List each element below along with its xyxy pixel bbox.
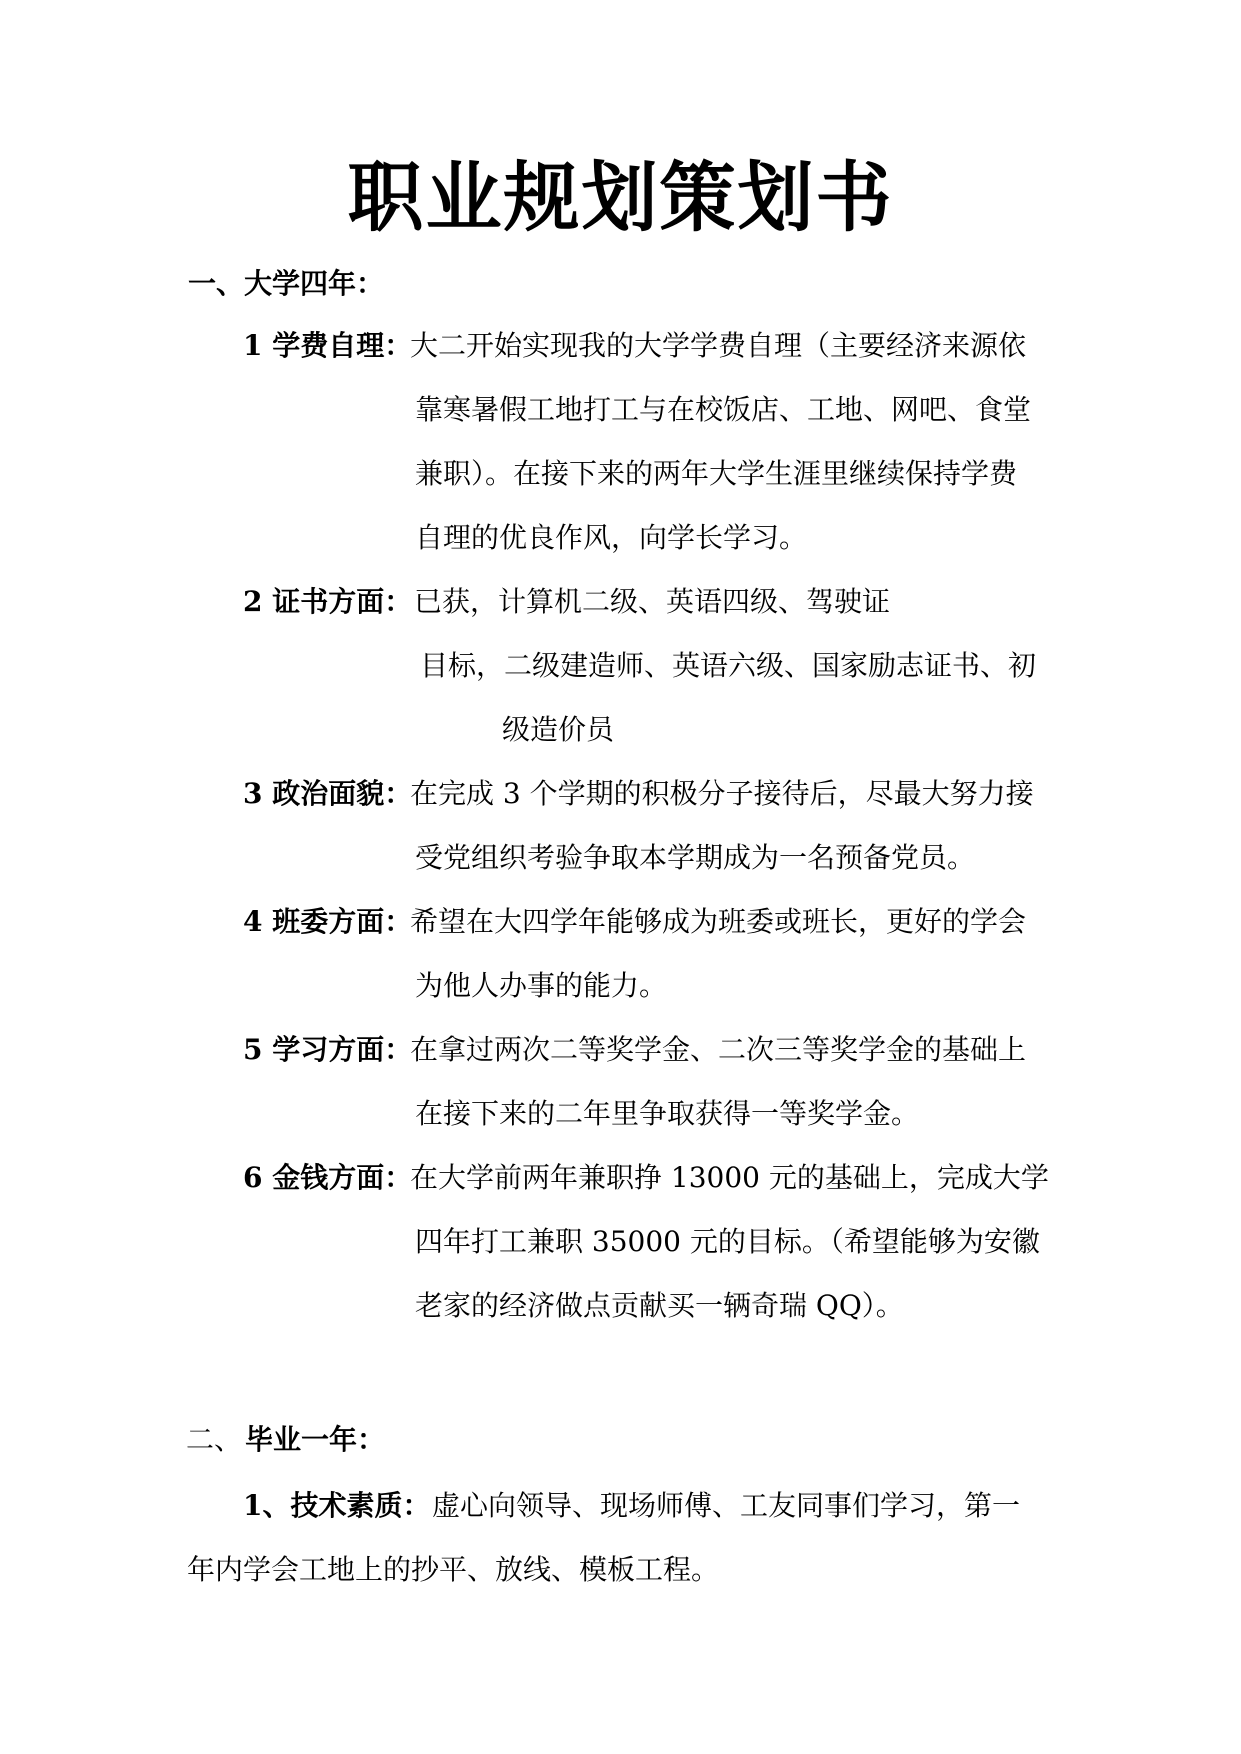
item-text-line: 在接下来的二年里争取获得一等奖学金。 (415, 1097, 920, 1130)
item-label-tuition: 1 学费自理： (243, 329, 413, 362)
item-label-political: 3 政治面貌： (243, 777, 413, 810)
item-label-class-committee: 4 班委方面： (243, 905, 413, 938)
section-heading-1: 一、大学四年： (188, 267, 385, 300)
item-text-line: 已获，计算机二级、英语四级、驾驶证 (414, 585, 891, 618)
item-text-line: 级造价员 (502, 713, 615, 746)
item-text-line: 在大学前两年兼职挣 13000 元的基础上，完成大学 (410, 1161, 1049, 1194)
item-text-line: 老家的经济做点贡献买一辆奇瑞 QQ）。 (415, 1289, 904, 1322)
item-text-line: 四年打工兼职 35000 元的目标。（希望能够为安徽 (415, 1225, 1040, 1258)
item-text-line: 兼职）。在接下来的两年大学生涯里继续保持学费 (415, 457, 1018, 490)
item-text-line: 为他人办事的能力。 (415, 969, 668, 1002)
item-label-technical: 1、技术素质： (243, 1489, 431, 1522)
item-text-line: 虚心向领导、现场师傅、工友同事们学习，第一 (432, 1489, 1021, 1522)
item-text-line: 年内学会工地上的抄平、放线、模板工程。 (187, 1553, 720, 1586)
item-text-line: 大二开始实现我的大学学费自理（主要经济来源依 (410, 329, 1027, 362)
item-text-line: 受党组织考验争取本学期成为一名预备党员。 (415, 841, 976, 874)
item-text-line: 自理的优良作风，向学长学习。 (415, 521, 808, 554)
item-text-line: 目标，二级建造师、英语六级、国家励志证书、初 (420, 649, 1037, 682)
page-title: 职业规划策划书 (347, 153, 894, 242)
item-label-money: 6 金钱方面： (243, 1161, 413, 1194)
item-label-certificates: 2 证书方面： (243, 585, 413, 618)
item-text-line: 靠寒暑假工地打工与在校饭店、工地、网吧、食堂 (415, 393, 1032, 426)
item-text-line: 在完成 3 个学期的积极分子接待后，尽最大努力接 (410, 777, 1034, 810)
item-text-line: 在拿过两次二等奖学金、二次三等奖学金的基础上 (410, 1033, 1027, 1066)
section-heading-2: 毕业一年： (245, 1423, 386, 1456)
section-heading-2-number: 二、 (186, 1423, 243, 1456)
item-label-study: 5 学习方面： (243, 1033, 413, 1066)
item-text-line: 希望在大四学年能够成为班委或班长，更好的学会 (410, 905, 1027, 938)
